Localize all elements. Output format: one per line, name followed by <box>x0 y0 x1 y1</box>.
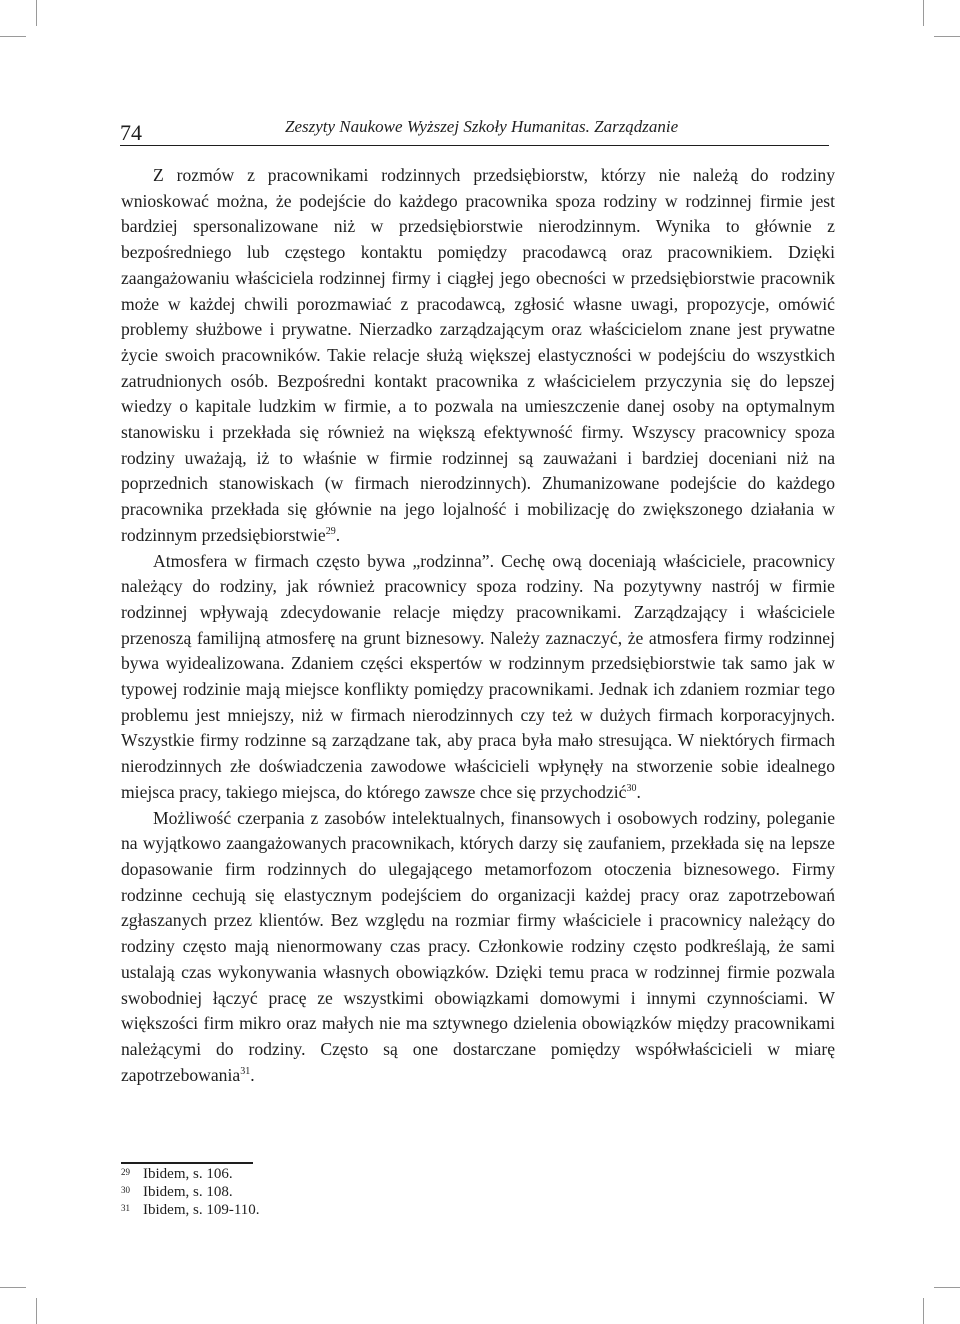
footnote-text: Ibidem, s. 108. <box>143 1184 233 1200</box>
footnote-text: Ibidem, s. 109-110. <box>143 1202 260 1218</box>
paragraph-text: Atmosfera w firmach często bywa „rodzinna”. Cechę ową doceniają właściciele, pracownicy należący do rodziny, jak również pracownicy spoza rodziny. Na pozytywny nastrój w firmie rodzinnej wpływają zdecydowanie relacje między pracownikami. Zarządzający i właściciele przenoszą familijną atmosferę na grunt biznesowy. Należy zaznaczyć, że atmosfera firmy rodzinnej bywa wyidealizowana. Zdaniem części ekspertów w rodzinnym przedsiębiorstwie tak samo jak w typowej rodzinie mają miejsce konflikty pomiędzy pracownikami. Jednak ich zdaniem rozmiar tego problemu jest mniejszy, niż w firmach nierodzinnych czy też w dużych firmach korporacyjnych. Wszystkie firmy rodzinne są zarządzane tak, aby praca była mało stresująca. W niektórych firmach nierodzinnych złe doświadczenia zawodowe właścicieli wpłynęły na stworzenie sobie idealnego miejsca pracy, takiego miejsca, do którego zawsze chce się przychodzić <box>121 550 835 802</box>
crop-mark <box>923 1298 924 1324</box>
body-text <box>121 163 835 1088</box>
paragraph <box>121 806 835 1089</box>
paragraph-text: . <box>250 1064 255 1085</box>
footnote-ref: 30 <box>626 783 637 795</box>
crop-mark <box>0 36 26 37</box>
footnote-number: 30 <box>121 1185 130 1195</box>
paragraph-text: . <box>636 781 641 802</box>
crop-mark <box>36 1298 37 1324</box>
footnotes <box>121 1165 260 1219</box>
crop-mark <box>36 0 37 26</box>
footnote <box>121 1201 260 1219</box>
journal-title: Zeszyty Naukowe Wyższej Szkoły Humanitas. Zarządzanie <box>285 117 679 136</box>
crop-mark <box>934 36 960 37</box>
footnote-number: 29 <box>121 1167 130 1177</box>
header-rule <box>120 145 829 146</box>
page-number: 74 <box>120 120 142 145</box>
crop-mark <box>934 1287 960 1288</box>
paragraph-text: Z rozmów z pracownikami rodzinnych przedsiębiorstw, którzy nie należą do rodziny wnioskować można, że podejście do każdego pracownika spoza rodziny w rodzinnej firmie jest bardziej spersonalizowane niż w przedsiębiorstwie nierodzinnym. Wynika to głównie z bezpośredniego lub częstego kontaktu pomiędzy pracodawcą oraz pracownikiem. Dzięki zaangażowaniu właściciela rodzinnej firmy i ciągłej jego obecności w przedsiębiorstwie pracownik może w każdej chwili porozmawiać z pracodawcą, zgłosić własne uwagi, propozycje, omówić problemy służbowe i prywatne. Nierzadko zarządzającym oraz właścicielom znane jest prywatne życie swoich pracowników. Takie relacje służą większej elastyczności w podejściu do wszystkich zatrudnionych osób. Bezpośredni kontakt pracownika z właścicielem przyczynia się do lepszej wiedzy o kapitale ludzkim w firmie, a to pozwala na umieszczenie danej osoby na optymalnym stanowisku i przekłada się również na większą efektywność firmy. Wszyscy pracownicy spoza rodziny uważają, iż to właśnie w firmie rodzinnej są zauważani i bardziej doceniani niż na poprzednich stanowiskach (w firmach nierodzinnych). Zhumanizowane podejście do każdego pracownika przekłada się głównie na jego lojalność i mobilizację do zwiększonego działania w rodzinnym przedsiębiorstwie <box>121 165 835 545</box>
paragraph-text: Możliwość czerpania z zasobów intelektualnych, finansowych i osobowych rodziny, poleganie na wyjątkowo zaangażowanych pracownikach, których darzy się zaufaniem, przekłada się na lepsze dopasowanie firm rodzinnych do ulegającego metamorfozom otoczenia biznesowego. Firmy rodzinne cechują się elastycznym podejściem do organizacji każdej pracy oraz zapotrzebowań zgłaszanych przez klientów. Bez względu na rozmiar firmy właściciele i pracownicy należący do rodziny często mają nienormowany czas pracy. Członkowie rodziny często podkreślają, że sami ustalają czas wykonywania własnych obowiązków. Dzięki temu praca w rodzinnej firmie pozwala swobodniej łączyć pracę ze wszystkimi obowiązkami domowymi i innymi czynnościami. W większości firm mikro oraz małych nie ma sztywnego dzielenia obowiązków między pracownikami należącymi do rodziny. Często są one dostarczane pomiędzy współwłaścicieli w miarę zapotrzebowania <box>121 807 835 1085</box>
crop-mark <box>0 1287 26 1288</box>
paragraph <box>121 163 835 549</box>
footnote-rule <box>121 1162 253 1164</box>
footnote <box>121 1183 260 1201</box>
footnote-ref: 31 <box>240 1065 251 1077</box>
footnote-ref: 29 <box>325 525 336 537</box>
footnote-text: Ibidem, s. 106. <box>143 1166 233 1182</box>
paragraph-text: . <box>335 524 341 545</box>
paragraph <box>121 549 835 806</box>
crop-mark <box>923 0 924 26</box>
footnote-number: 31 <box>121 1203 130 1213</box>
footnote <box>121 1165 260 1183</box>
